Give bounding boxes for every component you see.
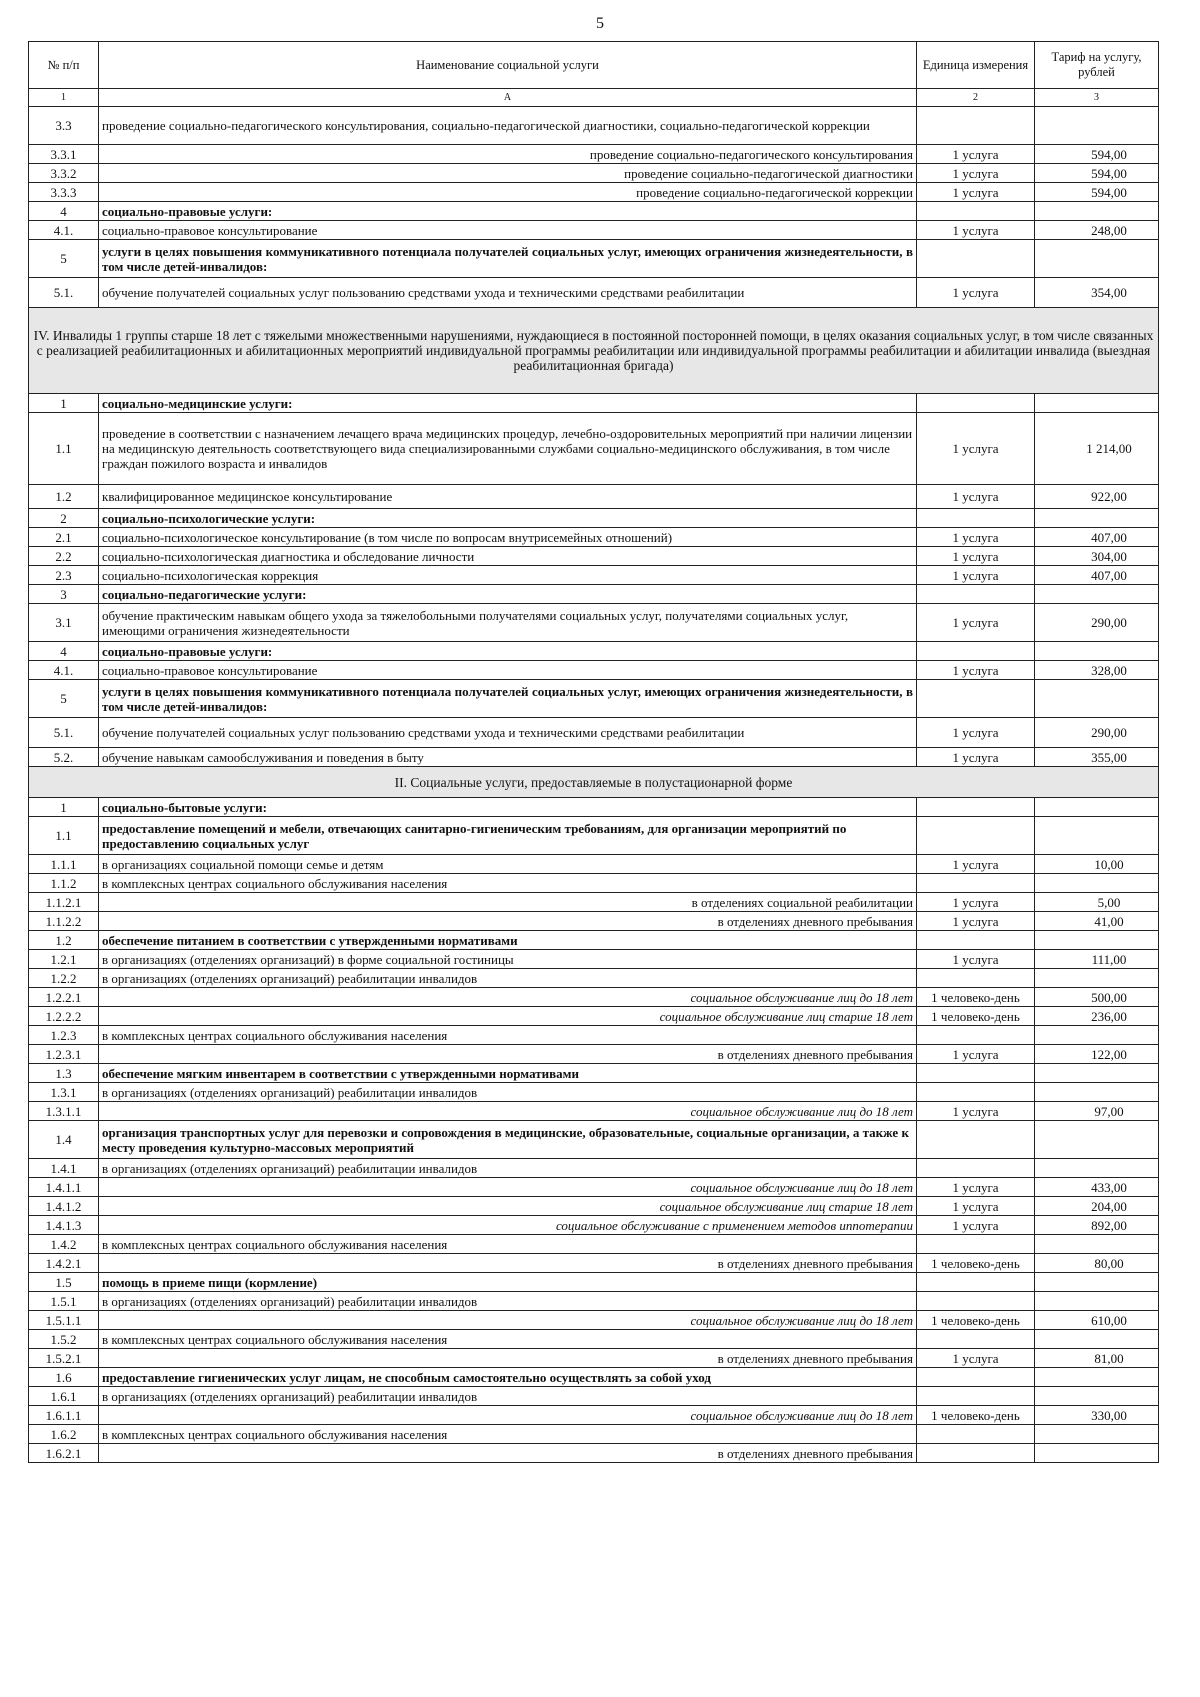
table-row <box>29 1425 1159 1444</box>
unit-of-measure: 1 человеко-день <box>917 1406 1035 1425</box>
row-number: 1.1 <box>29 817 99 855</box>
service-name: в отделениях социальной реабилитации <box>99 893 917 912</box>
table-row <box>29 183 1159 202</box>
unit-of-measure <box>917 1368 1035 1387</box>
table-row <box>29 1045 1159 1064</box>
tariff-price: 97,00 <box>1035 1102 1159 1121</box>
unit-of-measure <box>917 1292 1035 1311</box>
service-name: услуги в целях повышения коммуникативного потенциала получателей социальных услуг, имеющих ограничения жизнедеятельности, в том числе детей-инвалидов: <box>99 680 917 718</box>
table-row <box>29 1216 1159 1235</box>
tariff-price <box>1035 1368 1159 1387</box>
row-number: 1.2.1 <box>29 950 99 969</box>
row-number: 1.1.2.2 <box>29 912 99 931</box>
header-name: Наименование социальной услуги <box>99 42 917 89</box>
table-row <box>29 1444 1159 1463</box>
service-name: социально-педагогические услуги: <box>99 585 917 604</box>
unit-of-measure: 1 услуга <box>917 164 1035 183</box>
row-number: 5.1. <box>29 718 99 748</box>
row-number: 1.2.3 <box>29 1026 99 1045</box>
row-number: 3.3 <box>29 107 99 145</box>
unit-of-measure: 1 услуга <box>917 566 1035 585</box>
tariff-price <box>1035 642 1159 661</box>
service-name: социально-правовые услуги: <box>99 202 917 221</box>
tariff-price: 354,00 <box>1035 278 1159 308</box>
row-number: 1.2 <box>29 485 99 509</box>
service-name: обеспечение мягким инвентарем в соответствии с утвержденными нормативами <box>99 1064 917 1083</box>
service-name: социальное обслуживание лиц старше 18 лет <box>99 1197 917 1216</box>
colnum-a: А <box>99 89 917 107</box>
tariff-table <box>28 41 1159 1463</box>
row-number: 1 <box>29 798 99 817</box>
unit-of-measure: 1 услуга <box>917 950 1035 969</box>
service-name: проведение социально-педагогической диагностики <box>99 164 917 183</box>
table-row <box>29 1197 1159 1216</box>
row-number: 1.5.2.1 <box>29 1349 99 1368</box>
row-number: 4.1. <box>29 661 99 680</box>
service-name: социальное обслуживание с применением методов иппотерапии <box>99 1216 917 1235</box>
row-number: 1.2 <box>29 931 99 950</box>
row-number: 1.4 <box>29 1121 99 1159</box>
tariff-price: 433,00 <box>1035 1178 1159 1197</box>
table-row <box>29 240 1159 278</box>
table-row <box>29 394 1159 413</box>
row-number: 4.1. <box>29 221 99 240</box>
table-row <box>29 912 1159 931</box>
table-row <box>29 661 1159 680</box>
row-number: 1.3.1 <box>29 1083 99 1102</box>
unit-of-measure: 1 услуга <box>917 278 1035 308</box>
table-row <box>29 893 1159 912</box>
row-number: 2 <box>29 509 99 528</box>
tariff-price <box>1035 1387 1159 1406</box>
tariff-price <box>1035 798 1159 817</box>
unit-of-measure <box>917 202 1035 221</box>
tariff-price: 111,00 <box>1035 950 1159 969</box>
service-name: квалифицированное медицинское консультирование <box>99 485 917 509</box>
row-number: 1.4.1.2 <box>29 1197 99 1216</box>
table-row <box>29 1254 1159 1273</box>
tariff-price <box>1035 1121 1159 1159</box>
service-name: в комплексных центрах социального обслуживания населения <box>99 1330 917 1349</box>
unit-of-measure <box>917 1083 1035 1102</box>
unit-of-measure <box>917 1330 1035 1349</box>
tariff-price <box>1035 1330 1159 1349</box>
table-row <box>29 221 1159 240</box>
service-name: социально-психологическая коррекция <box>99 566 917 585</box>
service-name: в комплексных центрах социального обслуживания населения <box>99 1235 917 1254</box>
unit-of-measure: 1 человеко-день <box>917 1311 1035 1330</box>
unit-of-measure <box>917 798 1035 817</box>
tariff-price <box>1035 394 1159 413</box>
table-row <box>29 485 1159 509</box>
unit-of-measure <box>917 240 1035 278</box>
tariff-price: 594,00 <box>1035 164 1159 183</box>
service-name: организация транспортных услуг для перевозки и сопровождения в медицинские, образовательные, социальные организации, а также к месту проведения культурно-массовых мероприятий <box>99 1121 917 1159</box>
unit-of-measure <box>917 1159 1035 1178</box>
table-row <box>29 817 1159 855</box>
header-num: № п/п <box>29 42 99 89</box>
service-name: услуги в целях повышения коммуникативного потенциала получателей социальных услуг, имеющих ограничения жизнедеятельности, в том числе детей-инвалидов: <box>99 240 917 278</box>
tariff-price: 290,00 <box>1035 718 1159 748</box>
table-row <box>29 1311 1159 1330</box>
service-name: в комплексных центрах социального обслуживания населения <box>99 874 917 893</box>
row-number: 3.3.3 <box>29 183 99 202</box>
table-row <box>29 413 1159 485</box>
row-number: 1.1.2.1 <box>29 893 99 912</box>
tariff-price: 355,00 <box>1035 748 1159 767</box>
tariff-price: 248,00 <box>1035 221 1159 240</box>
row-number: 3.3.1 <box>29 145 99 164</box>
service-name: социальное обслуживание лиц до 18 лет <box>99 1406 917 1425</box>
table-row <box>29 566 1159 585</box>
unit-of-measure: 1 человеко-день <box>917 988 1035 1007</box>
tariff-price <box>1035 874 1159 893</box>
table-row <box>29 874 1159 893</box>
unit-of-measure <box>917 874 1035 893</box>
tariff-price: 236,00 <box>1035 1007 1159 1026</box>
tariff-price <box>1035 1026 1159 1045</box>
unit-of-measure <box>917 1235 1035 1254</box>
tariff-price <box>1035 969 1159 988</box>
row-number: 2.1 <box>29 528 99 547</box>
service-name: в организациях (отделениях организаций) реабилитации инвалидов <box>99 1387 917 1406</box>
row-number: 1.6.2 <box>29 1425 99 1444</box>
tariff-price <box>1035 1235 1159 1254</box>
unit-of-measure: 1 услуга <box>917 1178 1035 1197</box>
tariff-price: 922,00 <box>1035 485 1159 509</box>
tariff-price <box>1035 1064 1159 1083</box>
service-name: обучение получателей социальных услуг пользованию средствами ухода и техническими средствами реабилитации <box>99 278 917 308</box>
row-number: 1.6.2.1 <box>29 1444 99 1463</box>
tariff-price <box>1035 1083 1159 1102</box>
row-number: 1.5.1.1 <box>29 1311 99 1330</box>
row-number: 3.3.2 <box>29 164 99 183</box>
header-unit: Единица измерения <box>917 42 1035 89</box>
tariff-price: 80,00 <box>1035 1254 1159 1273</box>
service-name: социальное обслуживание лиц до 18 лет <box>99 1311 917 1330</box>
tariff-price: 407,00 <box>1035 528 1159 547</box>
row-number: 5 <box>29 240 99 278</box>
tariff-price: 407,00 <box>1035 566 1159 585</box>
tariff-price: 610,00 <box>1035 1311 1159 1330</box>
table-row <box>29 1083 1159 1102</box>
table-row <box>29 1387 1159 1406</box>
tariff-price <box>1035 1159 1159 1178</box>
section-title: II. Социальные услуги, предоставляемые в полустационарной форме <box>29 767 1159 798</box>
section-title: IV. Инвалиды 1 группы старше 18 лет с тяжелыми множественными нарушениями, нуждающиеся в постоянной посторонней помощи, в целях оказания социальных услуг, в том числе связанных с реализацией реабилитационных и абилитационных мероприятий индивидуальной программы реабилитации или индивидуальной программы реабилитации и абилитации инвалида (выездная реабилитационная бригада) <box>29 308 1159 394</box>
row-number: 5.1. <box>29 278 99 308</box>
unit-of-measure: 1 человеко-день <box>917 1007 1035 1026</box>
unit-of-measure: 1 услуга <box>917 145 1035 164</box>
row-number: 1.2.3.1 <box>29 1045 99 1064</box>
unit-of-measure: 1 услуга <box>917 855 1035 874</box>
row-number: 5 <box>29 680 99 718</box>
tariff-price: 304,00 <box>1035 547 1159 566</box>
unit-of-measure <box>917 817 1035 855</box>
table-row <box>29 718 1159 748</box>
service-name: в отделениях дневного пребывания <box>99 1349 917 1368</box>
service-name: в отделениях дневного пребывания <box>99 1254 917 1273</box>
tariff-price <box>1035 509 1159 528</box>
service-name: обеспечение питанием в соответствии с утвержденными нормативами <box>99 931 917 950</box>
service-name: социально-психологическая диагностика и обследование личности <box>99 547 917 566</box>
unit-of-measure: 1 услуга <box>917 661 1035 680</box>
row-number: 1.3 <box>29 1064 99 1083</box>
row-number: 1.2.2.2 <box>29 1007 99 1026</box>
unit-of-measure <box>917 680 1035 718</box>
unit-of-measure: 1 человеко-день <box>917 1254 1035 1273</box>
colnum-3: 3 <box>1035 89 1159 107</box>
row-number: 1.5 <box>29 1273 99 1292</box>
table-row <box>29 855 1159 874</box>
table-row <box>29 1235 1159 1254</box>
table-row <box>29 680 1159 718</box>
unit-of-measure: 1 услуга <box>917 718 1035 748</box>
table-row <box>29 798 1159 817</box>
row-number: 2.2 <box>29 547 99 566</box>
unit-of-measure: 1 услуга <box>917 1045 1035 1064</box>
table-row <box>29 969 1159 988</box>
service-name: социально-психологическое консультирование (в том числе по вопросам внутрисемейных отношений) <box>99 528 917 547</box>
unit-of-measure <box>917 1273 1035 1292</box>
tariff-price <box>1035 1273 1159 1292</box>
service-name: социальное обслуживание лиц старше 18 лет <box>99 1007 917 1026</box>
unit-of-measure <box>917 107 1035 145</box>
unit-of-measure: 1 услуга <box>917 748 1035 767</box>
tariff-price: 122,00 <box>1035 1045 1159 1064</box>
table-header-row <box>29 42 1159 89</box>
service-name: в отделениях дневного пребывания <box>99 1045 917 1064</box>
unit-of-measure: 1 услуга <box>917 1197 1035 1216</box>
table-row <box>29 547 1159 566</box>
unit-of-measure: 1 услуга <box>917 183 1035 202</box>
unit-of-measure <box>917 1121 1035 1159</box>
row-number: 3 <box>29 585 99 604</box>
unit-of-measure: 1 услуга <box>917 221 1035 240</box>
service-name: в комплексных центрах социального обслуживания населения <box>99 1425 917 1444</box>
row-number: 4 <box>29 202 99 221</box>
unit-of-measure <box>917 509 1035 528</box>
unit-of-measure <box>917 1425 1035 1444</box>
service-name: в комплексных центрах социального обслуживания населения <box>99 1026 917 1045</box>
service-name: помощь в приеме пищи (кормление) <box>99 1273 917 1292</box>
row-number: 2.3 <box>29 566 99 585</box>
unit-of-measure: 1 услуга <box>917 528 1035 547</box>
unit-of-measure <box>917 585 1035 604</box>
tariff-price: 328,00 <box>1035 661 1159 680</box>
table-row <box>29 642 1159 661</box>
service-name: в организациях (отделениях организаций) реабилитации инвалидов <box>99 1083 917 1102</box>
row-number: 5.2. <box>29 748 99 767</box>
tariff-price <box>1035 817 1159 855</box>
table-row <box>29 1273 1159 1292</box>
table-row <box>29 1178 1159 1197</box>
row-number: 1.1.1 <box>29 855 99 874</box>
tariff-price: 41,00 <box>1035 912 1159 931</box>
row-number: 1.1.2 <box>29 874 99 893</box>
row-number: 1.4.1 <box>29 1159 99 1178</box>
table-row <box>29 1007 1159 1026</box>
table-row <box>29 528 1159 547</box>
service-name: в отделениях дневного пребывания <box>99 1444 917 1463</box>
tariff-price <box>1035 1444 1159 1463</box>
unit-of-measure: 1 услуга <box>917 547 1035 566</box>
row-number: 1.3.1.1 <box>29 1102 99 1121</box>
row-number: 4 <box>29 642 99 661</box>
table-row <box>29 1330 1159 1349</box>
service-name: социально-правовое консультирование <box>99 661 917 680</box>
table-row <box>29 1406 1159 1425</box>
row-number: 1.2.2 <box>29 969 99 988</box>
tariff-price: 1 214,00 <box>1035 413 1159 485</box>
page-number: 5 <box>596 15 604 32</box>
tariff-price: 594,00 <box>1035 183 1159 202</box>
service-name: социальное обслуживание лиц до 18 лет <box>99 1102 917 1121</box>
table-row <box>29 748 1159 767</box>
row-number: 1.1 <box>29 413 99 485</box>
tariff-price <box>1035 1425 1159 1444</box>
service-name: проведение в соответствии с назначением лечащего врача медицинских процедур, лечебно-оздоровительных мероприятий при наличии лицензии на медицинскую деятельность соответствующего вида специализированными службами социально-медицинского обслуживания, в том числе граждан пожилого возраста и инвалидов <box>99 413 917 485</box>
table-row <box>29 164 1159 183</box>
unit-of-measure: 1 услуга <box>917 893 1035 912</box>
tariff-price: 290,00 <box>1035 604 1159 642</box>
table-row <box>29 145 1159 164</box>
table-row <box>29 1292 1159 1311</box>
service-name: проведение социально-педагогической коррекции <box>99 183 917 202</box>
unit-of-measure: 1 услуга <box>917 485 1035 509</box>
service-name: в организациях (отделениях организаций) реабилитации инвалидов <box>99 1159 917 1178</box>
unit-of-measure: 1 услуга <box>917 604 1035 642</box>
service-name: социально-бытовые услуги: <box>99 798 917 817</box>
table-row <box>29 988 1159 1007</box>
service-name: обучение практическим навыкам общего ухода за тяжелобольными получателями социальных услуг, получателями социальных услуг, имеющими ограничения жизнедеятельности <box>99 604 917 642</box>
table-row <box>29 278 1159 308</box>
unit-of-measure <box>917 1064 1035 1083</box>
tariff-price <box>1035 680 1159 718</box>
unit-of-measure: 1 услуга <box>917 912 1035 931</box>
unit-of-measure <box>917 394 1035 413</box>
row-number: 1.5.2 <box>29 1330 99 1349</box>
service-name: социальное обслуживание лиц до 18 лет <box>99 1178 917 1197</box>
service-name: в организациях (отделениях организаций) реабилитации инвалидов <box>99 1292 917 1311</box>
tariff-price: 10,00 <box>1035 855 1159 874</box>
unit-of-measure <box>917 931 1035 950</box>
service-name: проведение социально-педагогического консультирования, социально-педагогической диагностики, социально-педагогической коррекции <box>99 107 917 145</box>
table-row <box>29 202 1159 221</box>
table-row <box>29 107 1159 145</box>
tariff-price <box>1035 107 1159 145</box>
tariff-price: 330,00 <box>1035 1406 1159 1425</box>
unit-of-measure: 1 услуга <box>917 1349 1035 1368</box>
row-number: 1.2.2.1 <box>29 988 99 1007</box>
tariff-price <box>1035 931 1159 950</box>
table-row <box>29 1368 1159 1387</box>
section-header-row <box>29 308 1159 394</box>
tariff-price <box>1035 202 1159 221</box>
unit-of-measure <box>917 1026 1035 1045</box>
row-number: 1.4.1.3 <box>29 1216 99 1235</box>
table-row <box>29 1159 1159 1178</box>
service-name: обучение навыкам самообслуживания и поведения в быту <box>99 748 917 767</box>
service-name: социально-правовые услуги: <box>99 642 917 661</box>
row-number: 1.4.1.1 <box>29 1178 99 1197</box>
tariff-price: 594,00 <box>1035 145 1159 164</box>
tariff-price: 500,00 <box>1035 988 1159 1007</box>
service-name: проведение социально-педагогического консультирования <box>99 145 917 164</box>
table-row <box>29 585 1159 604</box>
table-row <box>29 1064 1159 1083</box>
row-number: 1.4.2.1 <box>29 1254 99 1273</box>
row-number: 1.6 <box>29 1368 99 1387</box>
tariff-price: 5,00 <box>1035 893 1159 912</box>
table-row <box>29 509 1159 528</box>
tariff-price: 204,00 <box>1035 1197 1159 1216</box>
service-name: в организациях (отделениях организаций) в форме социальной гостиницы <box>99 950 917 969</box>
service-name: в отделениях дневного пребывания <box>99 912 917 931</box>
colnum-2: 2 <box>917 89 1035 107</box>
service-name: предоставление гигиенических услуг лицам, не способным самостоятельно осуществлять за собой уход <box>99 1368 917 1387</box>
row-number: 1 <box>29 394 99 413</box>
tariff-price: 892,00 <box>1035 1216 1159 1235</box>
unit-of-measure <box>917 1387 1035 1406</box>
service-name: в организациях (отделениях организаций) реабилитации инвалидов <box>99 969 917 988</box>
service-name: предоставление помещений и мебели, отвечающих санитарно-гигиеническим требованиям, для организации мероприятий по предоставлению социальных услуг <box>99 817 917 855</box>
table-row <box>29 604 1159 642</box>
table-body <box>29 107 1159 1463</box>
column-number-row <box>29 89 1159 107</box>
unit-of-measure: 1 услуга <box>917 413 1035 485</box>
row-number: 3.1 <box>29 604 99 642</box>
unit-of-measure <box>917 1444 1035 1463</box>
service-name: социально-психологические услуги: <box>99 509 917 528</box>
service-name: обучение получателей социальных услуг пользованию средствами ухода и техническими средствами реабилитации <box>99 718 917 748</box>
table-row <box>29 1026 1159 1045</box>
row-number: 1.4.2 <box>29 1235 99 1254</box>
table-row <box>29 1349 1159 1368</box>
unit-of-measure <box>917 969 1035 988</box>
tariff-price <box>1035 585 1159 604</box>
unit-of-measure <box>917 642 1035 661</box>
row-number: 1.6.1.1 <box>29 1406 99 1425</box>
service-name: в организациях социальной помощи семье и детям <box>99 855 917 874</box>
header-price: Тариф на услугу, рублей <box>1035 42 1159 89</box>
tariff-price <box>1035 240 1159 278</box>
service-name: социально-медицинские услуги: <box>99 394 917 413</box>
table-row <box>29 1121 1159 1159</box>
table-row <box>29 950 1159 969</box>
service-name: социально-правовое консультирование <box>99 221 917 240</box>
table-row <box>29 931 1159 950</box>
row-number: 1.6.1 <box>29 1387 99 1406</box>
tariff-price <box>1035 1292 1159 1311</box>
unit-of-measure: 1 услуга <box>917 1216 1035 1235</box>
unit-of-measure: 1 услуга <box>917 1102 1035 1121</box>
tariff-price: 81,00 <box>1035 1349 1159 1368</box>
row-number: 1.5.1 <box>29 1292 99 1311</box>
table-row <box>29 1102 1159 1121</box>
colnum-1: 1 <box>29 89 99 107</box>
service-name: социальное обслуживание лиц до 18 лет <box>99 988 917 1007</box>
section-header-row <box>29 767 1159 798</box>
